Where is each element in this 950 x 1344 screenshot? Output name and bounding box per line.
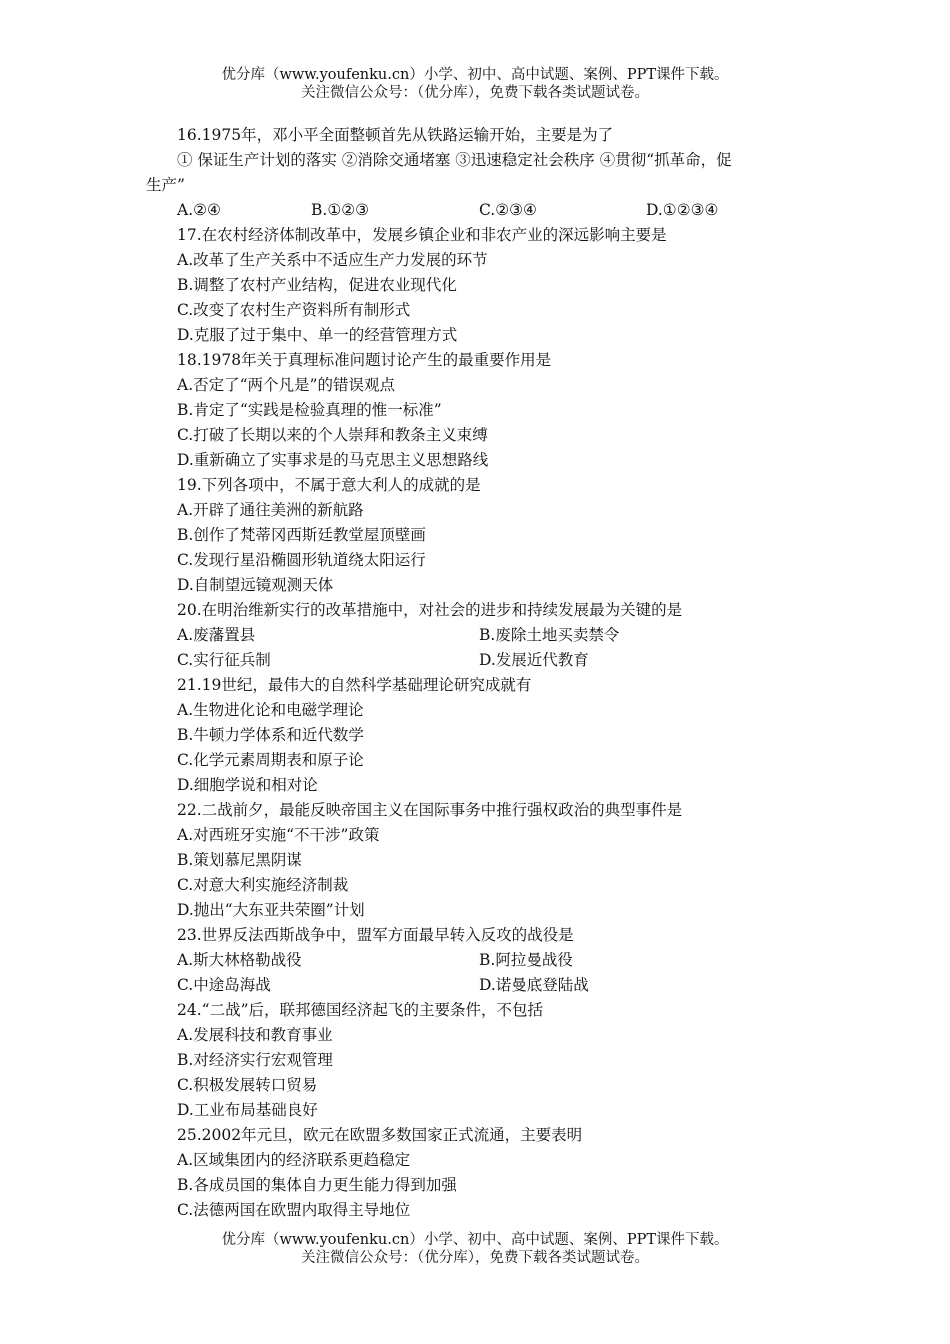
- option-c: C.打破了长期以来的个人崇拜和教条主义束缚: [177, 426, 488, 444]
- option-b: B.阿拉曼战役: [479, 951, 573, 969]
- option-d: D.重新确立了实事求是的马克思主义思想路线: [177, 451, 489, 469]
- question-18-stem: 18.1978年关于真理标准问题讨论产生的最重要作用是: [177, 351, 552, 369]
- option-d: D.发展近代教育: [479, 651, 589, 669]
- question-22-stem: 22.二战前夕，最能反映帝国主义在国际事务中推行强权政治的典型事件是: [177, 801, 683, 819]
- option-a: A.区域集团内的经济联系更趋稳定: [177, 1151, 411, 1169]
- option-a: A.斯大林格勒战役: [177, 951, 302, 969]
- question-16-stem: 16.1975年，邓小平全面整顿首先从铁路运输开始，主要是为了: [177, 126, 614, 144]
- option-c: C.实行征兵制: [177, 651, 271, 669]
- option-b: B.各成员国的集体自力更生能力得到加强: [177, 1176, 457, 1194]
- option-c: C.发现行星沿椭圆形轨道绕太阳运行: [177, 551, 426, 569]
- question-16-options: [146, 198, 816, 223]
- option-d: D.细胞学说和相对论: [177, 776, 318, 794]
- question-23-options-row1: [146, 948, 816, 973]
- option-c: C.化学元素周期表和原子论: [177, 751, 364, 769]
- question-19-stem: 19.下列各项中，不属于意大利人的成就的是: [177, 476, 481, 494]
- footer-line-1: 优分库（www.youfenku.cn）小学、初中、高中试题、案例、PPT课件下载。: [221, 1232, 729, 1248]
- option-d: D.①②③④: [646, 201, 719, 219]
- option-b: B.对经济实行宏观管理: [177, 1051, 333, 1069]
- question-16-items: ① 保证生产计划的落实 ②消除交通堵塞 ③迅速稳定社会秩序 ④贯彻“抓革命，促: [177, 151, 732, 169]
- question-24-stem: 24.“二战”后，联邦德国经济起飞的主要条件，不包括: [177, 1001, 543, 1019]
- page-header: [0, 66, 950, 102]
- option-c: C.中途岛海战: [177, 976, 271, 994]
- option-d: D.诺曼底登陆战: [479, 976, 589, 994]
- option-a: A.生物进化论和电磁学理论: [177, 701, 364, 719]
- option-b: B.肯定了“实践是检验真理的惟一标准”: [177, 401, 442, 419]
- option-d: D.自制望远镜观测天体: [177, 576, 334, 594]
- question-20-options-row1: [146, 623, 816, 648]
- question-21-stem: 21.19世纪，最伟大的自然科学基础理论研究成就有: [177, 676, 532, 694]
- option-b: B.废除土地买卖禁令: [479, 626, 620, 644]
- option-d: D.克服了过于集中、单一的经营管理方式: [177, 326, 458, 344]
- option-d: D.工业布局基础良好: [177, 1101, 318, 1119]
- exam-content: [146, 123, 816, 1223]
- question-20-stem: 20.在明治维新实行的改革措施中，对社会的进步和持续发展最为关键的是: [177, 601, 683, 619]
- question-17-stem: 17.在农村经济体制改革中，发展乡镇企业和非农产业的深远影响主要是: [177, 226, 667, 244]
- option-b: B.①②③: [311, 201, 370, 219]
- option-d: D.抛出“大东亚共荣圈”计划: [177, 901, 365, 919]
- footer-line-2: 关注微信公众号：（优分库），免费下载各类试题试卷。: [301, 1250, 649, 1266]
- option-b: B.策划慕尼黑阴谋: [177, 851, 302, 869]
- option-a: A.对西班牙实施“不干涉”政策: [177, 826, 380, 844]
- header-line-2: 关注微信公众号：（优分库），免费下载各类试题试卷。: [301, 85, 649, 101]
- option-a: A.否定了“两个凡是”的错误观点: [177, 376, 395, 394]
- question-25-stem: 25.2002年元旦，欧元在欧盟多数国家正式流通，主要表明: [177, 1126, 583, 1144]
- question-23-stem: 23.世界反法西斯战争中，盟军方面最早转入反攻的战役是: [177, 926, 574, 944]
- option-a: A.废藩置县: [177, 626, 256, 644]
- option-b: B.调整了农村产业结构，促进农业现代化: [177, 276, 457, 294]
- option-c: C.法德两国在欧盟内取得主导地位: [177, 1201, 411, 1219]
- option-b: B.创作了梵蒂冈西斯廷教堂屋顶壁画: [177, 526, 426, 544]
- option-c: C.对意大利实施经济制裁: [177, 876, 349, 894]
- option-c: C.积极发展转口贸易: [177, 1076, 318, 1094]
- option-a: A.发展科技和教育事业: [177, 1026, 333, 1044]
- option-a: A.开辟了通往美洲的新航路: [177, 501, 364, 519]
- page-footer: [0, 1231, 950, 1267]
- option-c: C.②③④: [479, 201, 537, 219]
- option-a: A.②④: [177, 201, 221, 219]
- question-16-items-cont: 生产”: [146, 176, 185, 194]
- question-23-options-row2: [146, 973, 816, 998]
- question-20-options-row2: [146, 648, 816, 673]
- option-b: B.牛顿力学体系和近代数学: [177, 726, 364, 744]
- header-line-1: 优分库（www.youfenku.cn）小学、初中、高中试题、案例、PPT课件下载。: [221, 67, 729, 83]
- option-c: C.改变了农村生产资料所有制形式: [177, 301, 411, 319]
- option-a: A.改革了生产关系中不适应生产力发展的环节: [177, 251, 488, 269]
